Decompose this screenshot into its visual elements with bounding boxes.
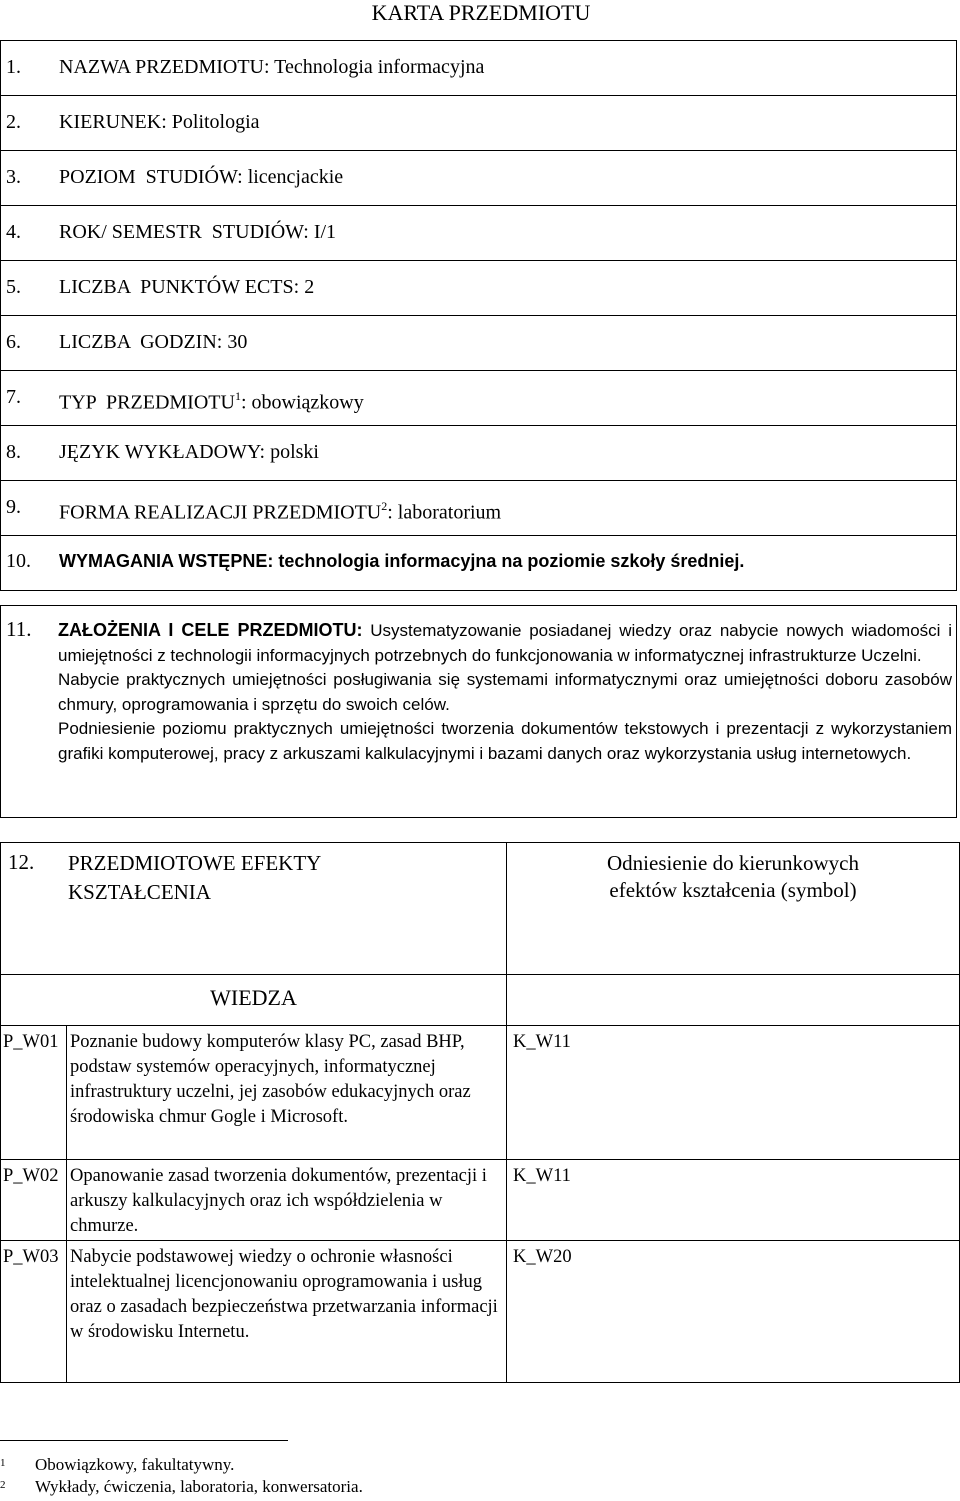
outcome-description: Nabycie podstawowej wiedzy o ochronie własności intelektualnej licencjonowaniu oprogramowania i usług oraz o zasadach bezpieczeństwa przetwarzania informacji w środowisku Internetu. <box>70 1247 498 1342</box>
field-row-type <box>0 370 957 426</box>
outcome-desc-cell <box>66 1025 507 1160</box>
goals-section <box>0 605 957 818</box>
field-number: 7. <box>6 386 21 408</box>
goals-paragraph: Nabycie praktycznych umiejętności posługiwania się systemami informatycznymi oraz umiejętności doboru zasobów chmury, oprogramowania i sprzętu do swoich celów. <box>58 670 952 714</box>
footnote-separator <box>0 1440 288 1441</box>
outcome-code: P_W02 <box>3 1166 59 1186</box>
goals-paragraph: Usystematyzowanie posiadanej wiedzy oraz nabycie nowych wiadomości i umiejętności z technologii informacyjnych potrzebnych do funkcjonowania w informatycznej infrastrukturze Uczelni. <box>58 621 952 665</box>
outcome-ref-cell <box>506 1025 960 1160</box>
outcome-code-cell <box>0 1159 67 1241</box>
field-text: ROK/ SEMESTR STUDIÓW: I/1 <box>59 221 337 243</box>
field-number: 10. <box>6 550 31 572</box>
field-row-form <box>0 480 957 536</box>
field-text: JĘZYK WYKŁADOWY: polski <box>59 441 319 463</box>
section-number: 12. <box>8 850 35 874</box>
learning-outcomes-table <box>0 842 960 1383</box>
goals-paragraph: Podniesienie poziomu praktycznych umiejętności tworzenia dokumentów tekstowych i prezentacji z wykorzystaniem grafiki komputerowej, pracy z arkuszami kalkulacyjnymi i bazami danych oraz wykorzystania usług internetowych. <box>58 719 952 763</box>
field-text: LICZBA PUNKTÓW ECTS: 2 <box>59 276 315 298</box>
footnote-number: 2 <box>0 1479 6 1491</box>
outcome-reference: K_W11 <box>513 1032 571 1052</box>
field-text: KIERUNEK: Politologia <box>59 111 260 133</box>
field-text: POZIOM STUDIÓW: licencjackie <box>59 166 344 188</box>
reference-title: Odniesienie do kierunkowych efektów kształcenia (symbol) <box>607 851 859 902</box>
field-row-ects <box>0 260 957 316</box>
outcome-code: P_W01 <box>3 1032 59 1052</box>
field-text: WYMAGANIA WSTĘPNE: technologia informacyjna na poziomie szkoły średniej. <box>59 551 745 571</box>
field-number: 9. <box>6 496 21 518</box>
reference-header-cell <box>506 842 960 975</box>
footnote-text: Wykłady, ćwiczenia, laboratoria, konwersatoria. <box>35 1477 363 1496</box>
outcomes-title: PRZEDMIOTOWE EFEKTY KSZTAŁCENIA <box>68 851 321 904</box>
field-text: FORMA REALIZACJI PRZEDMIOTU$^2$: laboratorium <box>59 499 502 524</box>
outcome-ref-cell <box>506 1240 960 1383</box>
outcome-code: P_W03 <box>3 1247 59 1267</box>
goals-heading: ZAŁOŻENIA I CELE PRZEDMIOTU: <box>58 620 363 640</box>
field-text: TYP PRZEDMIOTU$^1$: obowiązkowy <box>59 389 364 414</box>
outcome-description: Opanowanie zasad tworzenia dokumentów, prezentacji i arkuszy kalkulacyjnych oraz ich współdzielenia w chmurze. <box>70 1166 487 1236</box>
footnote-ref: 2 <box>381 499 388 513</box>
outcome-desc-cell <box>66 1159 507 1241</box>
knowledge-label: WIEDZA <box>210 985 297 1010</box>
field-number: 11. <box>6 617 32 641</box>
outcome-description: Poznanie budowy komputerów klasy PC, zasad BHP, podstaw systemów operacyjnych, informatycznej infrastruktury uczelni, jej zasobów edukacyjnych oraz środowiska chmur Gogle i Microsoft. <box>70 1032 471 1127</box>
field-text: NAZWA PRZEDMIOTU: Technologia informacyjna <box>59 56 485 78</box>
outcomes-header-cell <box>0 842 507 975</box>
outcome-reference: K_W11 <box>513 1166 571 1186</box>
footnote-number: 1 <box>0 1457 6 1469</box>
field-row-level <box>0 150 957 206</box>
field-row-field-of-study <box>0 95 957 151</box>
footnote-ref: 1 <box>234 389 241 403</box>
outcome-desc-cell <box>66 1240 507 1383</box>
field-number: 4. <box>6 221 21 243</box>
goals-text <box>58 618 952 766</box>
outcome-code-cell <box>0 1240 67 1383</box>
knowledge-section-cell <box>0 974 507 1026</box>
field-number: 5. <box>6 276 21 298</box>
field-row-year-semester <box>0 205 957 261</box>
field-number: 3. <box>6 166 21 188</box>
field-row-language <box>0 425 957 481</box>
field-number: 1. <box>6 56 21 78</box>
document-title: KARTA PRZEDMIOTU <box>371 0 591 25</box>
field-number: 6. <box>6 331 21 353</box>
field-row-hours <box>0 315 957 371</box>
outcome-code-cell <box>0 1025 67 1160</box>
footnote-text: Obowiązkowy, fakultatywny. <box>35 1455 235 1474</box>
field-number: 8. <box>6 441 21 463</box>
knowledge-section-empty-cell <box>506 974 960 1026</box>
outcome-reference: K_W20 <box>513 1247 572 1267</box>
field-number: 2. <box>6 111 21 133</box>
field-row-name <box>0 40 957 96</box>
outcome-ref-cell <box>506 1159 960 1241</box>
field-row-prerequisites <box>0 535 957 591</box>
field-text: LICZBA GODZIN: 30 <box>59 331 248 353</box>
